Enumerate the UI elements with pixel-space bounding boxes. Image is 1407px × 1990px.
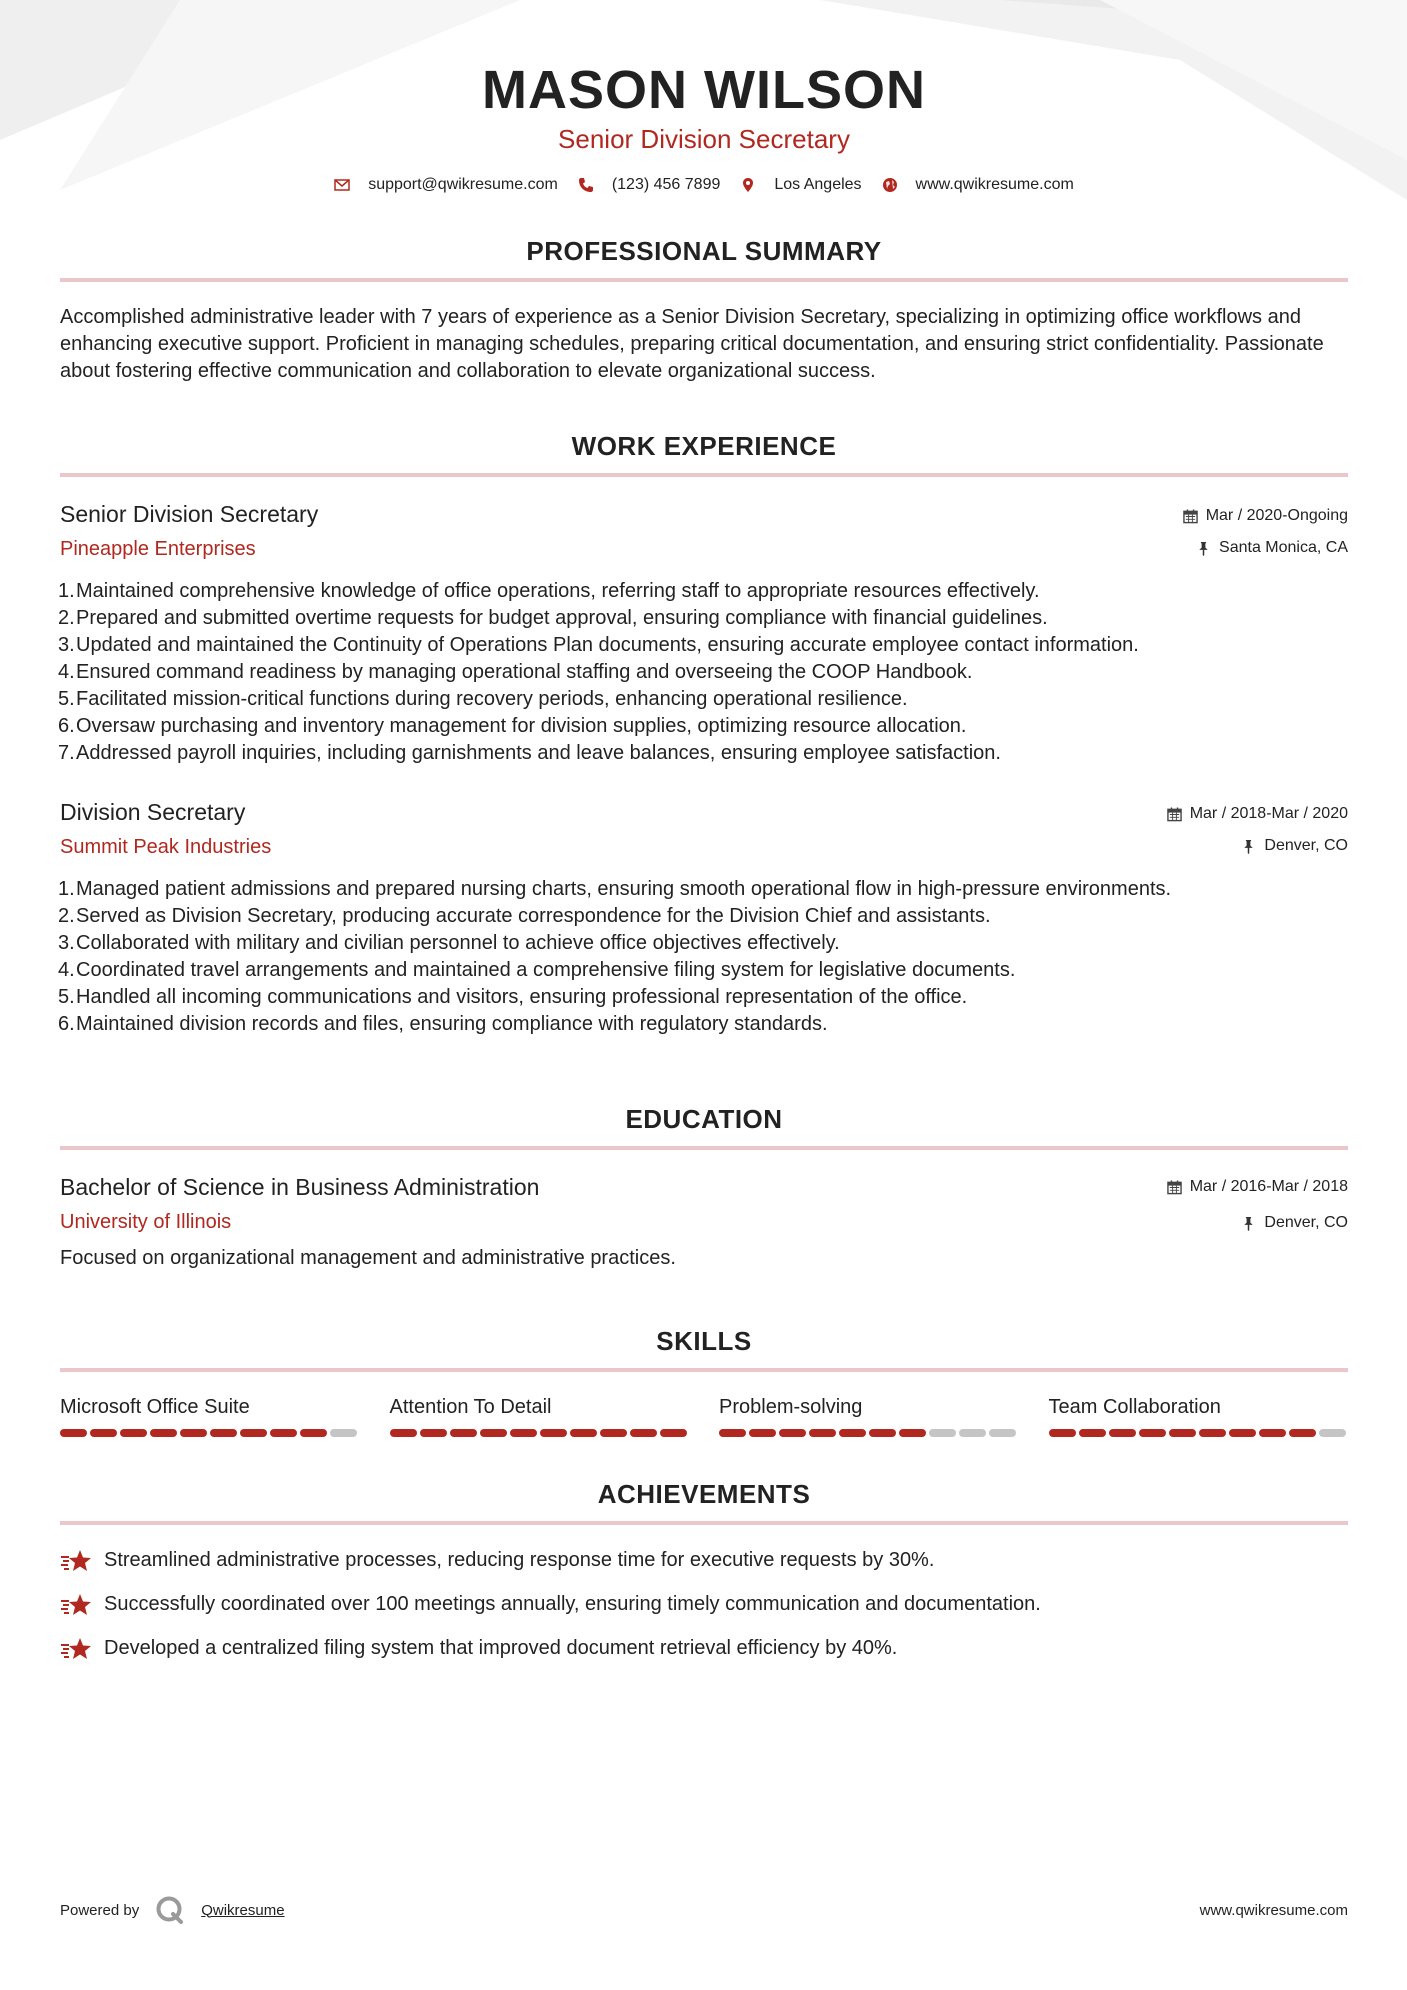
list-item: 1. Maintained comprehensive knowledge of office operations, referring staff to appropriate resources effectively.: [58, 580, 1040, 602]
skill-segment-filled: [1229, 1429, 1256, 1437]
skills-section: [60, 1324, 1348, 1437]
skill-segment-filled: [600, 1429, 627, 1437]
pushpin-icon: [1241, 839, 1256, 854]
skills-heading: SKILLS: [656, 1326, 752, 1356]
globe-icon: [882, 177, 898, 193]
skill-segment-filled: [570, 1429, 597, 1437]
contact-website-text: www.qwikresume.com: [915, 176, 1074, 193]
skill-segment-filled: [899, 1429, 926, 1437]
star-icon: [60, 1636, 92, 1662]
job-role: Senior Division Secretary: [60, 501, 319, 527]
section-divider: [60, 473, 1348, 477]
skill-name: Microsoft Office Suite: [60, 1396, 250, 1418]
skill-segment-filled: [120, 1429, 147, 1437]
list-item: 2. Prepared and submitted overtime requests for budget approval, ensuring compliance with financial guidelines.: [58, 607, 1048, 629]
section-divider: [60, 1521, 1348, 1525]
skill-segment-filled: [240, 1429, 267, 1437]
list-item: 6. Oversaw purchasing and inventory management for division supplies, optimizing resource allocation.: [58, 715, 967, 737]
skill-level-bar: [390, 1429, 690, 1437]
job-bullets: [60, 578, 1348, 767]
list-item: 7. Addressed payroll inquiries, including garnishments and leave balances, ensuring employee satisfaction.: [58, 742, 1001, 764]
contact-website[interactable]: [882, 176, 1074, 194]
achievements-heading: ACHIEVEMENTS: [597, 1479, 811, 1509]
candidate-title: Senior Division Secretary: [558, 124, 850, 154]
achievement-item: [60, 1547, 1348, 1574]
skill-segment-filled: [1169, 1429, 1196, 1437]
achievement-item: [60, 1591, 1348, 1618]
skill-segment-filled: [390, 1429, 417, 1437]
list-item: 3. Updated and maintained the Continuity of Operations Plan documents, ensuring accurate employee contact information.: [58, 634, 1139, 656]
achievement-text: Developed a centralized filing system that improved document retrieval efficiency by 40%.: [104, 1637, 898, 1659]
skill-segment-filled: [749, 1429, 776, 1437]
skill-segment-filled: [300, 1429, 327, 1437]
candidate-name: MASON WILSON: [482, 60, 926, 120]
list-item: 2. Served as Division Secretary, producing accurate correspondence for the Division Chief and assistants.: [58, 905, 991, 927]
skill-segment-filled: [420, 1429, 447, 1437]
experience-section: [60, 429, 1348, 1038]
job-location: Denver, CO: [1264, 837, 1348, 854]
skill-segment-filled: [1139, 1429, 1166, 1437]
job-entry: [60, 797, 1348, 1038]
contact-phone[interactable]: [578, 176, 721, 194]
achievements-list: [60, 1547, 1348, 1662]
education-meta: [1167, 1172, 1348, 1234]
achievement-text: Streamlined administrative processes, reducing response time for executive requests by 30%.: [104, 1549, 935, 1571]
degree-name: Bachelor of Science in Business Administration: [60, 1174, 540, 1200]
education-location: Denver, CO: [1264, 1214, 1348, 1231]
list-item: 5. Handled all incoming communications and visitors, ensuring professional representation of the office.: [58, 986, 968, 1008]
contact-phone-text: (123) 456 7899: [611, 176, 721, 193]
skill-segment-filled: [839, 1429, 866, 1437]
skill-item: [60, 1394, 360, 1437]
contact-email[interactable]: [334, 176, 558, 194]
skill-item: [390, 1394, 690, 1437]
skill-segment-filled: [719, 1429, 746, 1437]
calendar-icon: [1183, 509, 1198, 524]
skill-level-bar: [719, 1429, 1019, 1437]
star-icon: [60, 1592, 92, 1618]
skill-segment-filled: [90, 1429, 117, 1437]
skill-segment-filled: [270, 1429, 297, 1437]
job-location: Santa Monica, CA: [1219, 539, 1348, 556]
skill-segment-filled: [869, 1429, 896, 1437]
skill-segment-filled: [210, 1429, 237, 1437]
qwikresume-logo-icon: [155, 1895, 185, 1925]
skill-segment-empty: [989, 1429, 1016, 1437]
list-item: 3. Collaborated with military and civilian personnel to achieve office objectives effectively.: [58, 932, 840, 954]
section-divider: [60, 1368, 1348, 1372]
skill-segment-filled: [450, 1429, 477, 1437]
skill-segment-filled: [630, 1429, 657, 1437]
education-section: [60, 1102, 1348, 1272]
summary-heading: PROFESSIONAL SUMMARY: [526, 236, 882, 266]
job-company: Summit Peak Industries: [60, 836, 272, 858]
education-heading: EDUCATION: [625, 1104, 783, 1134]
envelope-icon: [334, 177, 350, 193]
brand-link[interactable]: Qwikresume: [201, 1901, 285, 1919]
job-dates: Mar / 2018-Mar / 2020: [1189, 805, 1348, 822]
skill-segment-filled: [1109, 1429, 1136, 1437]
skill-segment-empty: [330, 1429, 357, 1437]
job-entry: [60, 499, 1348, 767]
skill-segment-filled: [1049, 1429, 1076, 1437]
skill-segment-filled: [180, 1429, 207, 1437]
calendar-icon: [1167, 807, 1182, 822]
powered-by: [60, 1895, 285, 1925]
skills-list: [60, 1394, 1348, 1437]
powered-by-label: Powered by: [60, 1901, 140, 1919]
footer-website[interactable]: www.qwikresume.com: [1199, 1901, 1348, 1919]
list-item: 6. Maintained division records and files, ensuring compliance with regulatory standards.: [58, 1013, 828, 1035]
skill-segment-filled: [150, 1429, 177, 1437]
skill-segment-filled: [809, 1429, 836, 1437]
skill-segment-empty: [929, 1429, 956, 1437]
page-footer: [60, 1895, 1348, 1925]
skill-item: [1049, 1394, 1349, 1437]
skill-segment-empty: [1319, 1429, 1346, 1437]
calendar-icon: [1167, 1180, 1182, 1195]
skill-item: [719, 1394, 1019, 1437]
job-meta: [1167, 797, 1348, 857]
skill-segment-filled: [660, 1429, 687, 1437]
skill-name: Problem-solving: [719, 1396, 863, 1418]
job-role: Division Secretary: [60, 799, 246, 825]
skill-segment-filled: [540, 1429, 567, 1437]
list-item: 4. Ensured command readiness by managing operational staffing and overseeing the COOP Handbook.: [58, 661, 973, 683]
skill-name: Team Collaboration: [1048, 1396, 1221, 1418]
contact-location-text: Los Angeles: [774, 176, 862, 193]
achievement-item: [60, 1635, 1348, 1662]
pushpin-icon: [1241, 1216, 1256, 1231]
skill-level-bar: [60, 1429, 360, 1437]
education-dates: Mar / 2016-Mar / 2018: [1189, 1178, 1348, 1195]
job-meta: [1183, 499, 1348, 559]
list-item: 4. Coordinated travel arrangements and maintained a comprehensive filing system for legislative documents.: [58, 959, 1016, 981]
resume-header: [60, 58, 1348, 196]
list-item: 1. Managed patient admissions and prepared nursing charts, ensuring smooth operational flow in high-pressure environments.: [58, 878, 1172, 900]
skill-segment-filled: [779, 1429, 806, 1437]
skill-name: Attention To Detail: [389, 1396, 552, 1418]
achievements-section: [60, 1477, 1348, 1662]
education-entry: [60, 1172, 1348, 1272]
contact-bar: [60, 174, 1348, 196]
job-dates: Mar / 2020-Ongoing: [1205, 507, 1348, 524]
skill-segment-filled: [1259, 1429, 1286, 1437]
skill-segment-empty: [959, 1429, 986, 1437]
resume-page: [60, 0, 1348, 1679]
contact-location: [740, 176, 861, 194]
skill-segment-filled: [480, 1429, 507, 1437]
pushpin-icon: [1196, 541, 1211, 556]
contact-email-text: support@qwikresume.com: [368, 176, 558, 193]
skill-segment-filled: [1289, 1429, 1316, 1437]
phone-icon: [578, 177, 594, 193]
skill-segment-filled: [60, 1429, 87, 1437]
job-bullets: [60, 876, 1348, 1038]
experience-heading: WORK EXPERIENCE: [571, 431, 837, 461]
job-company: Pineapple Enterprises: [60, 538, 256, 560]
section-divider: [60, 1146, 1348, 1150]
star-icon: [60, 1548, 92, 1574]
summary-text: Accomplished administrative leader with 7 years of experience as a Senior Division Secretary, specializing in optimizing office workflows and enhancing executive support. Proficient in managing schedules, preparing critical documentation, and ensuring strict confidentiality. Passionate about fostering effective communication and collaboration to elevate organizational success.: [60, 306, 1324, 382]
skill-segment-filled: [1199, 1429, 1226, 1437]
list-item: 5. Facilitated mission-critical functions during recovery periods, enhancing operational resilience.: [58, 688, 908, 710]
map-pin-icon: [740, 177, 756, 193]
achievement-text: Successfully coordinated over 100 meetings annually, ensuring timely communication and documentation.: [104, 1593, 1041, 1615]
school-name: University of Illinois: [60, 1211, 232, 1233]
skill-segment-filled: [1079, 1429, 1106, 1437]
skill-segment-filled: [510, 1429, 537, 1437]
section-divider: [60, 278, 1348, 282]
skill-level-bar: [1049, 1429, 1349, 1437]
education-description: Focused on organizational management and administrative practices.: [60, 1247, 676, 1269]
summary-section: [60, 234, 1348, 385]
